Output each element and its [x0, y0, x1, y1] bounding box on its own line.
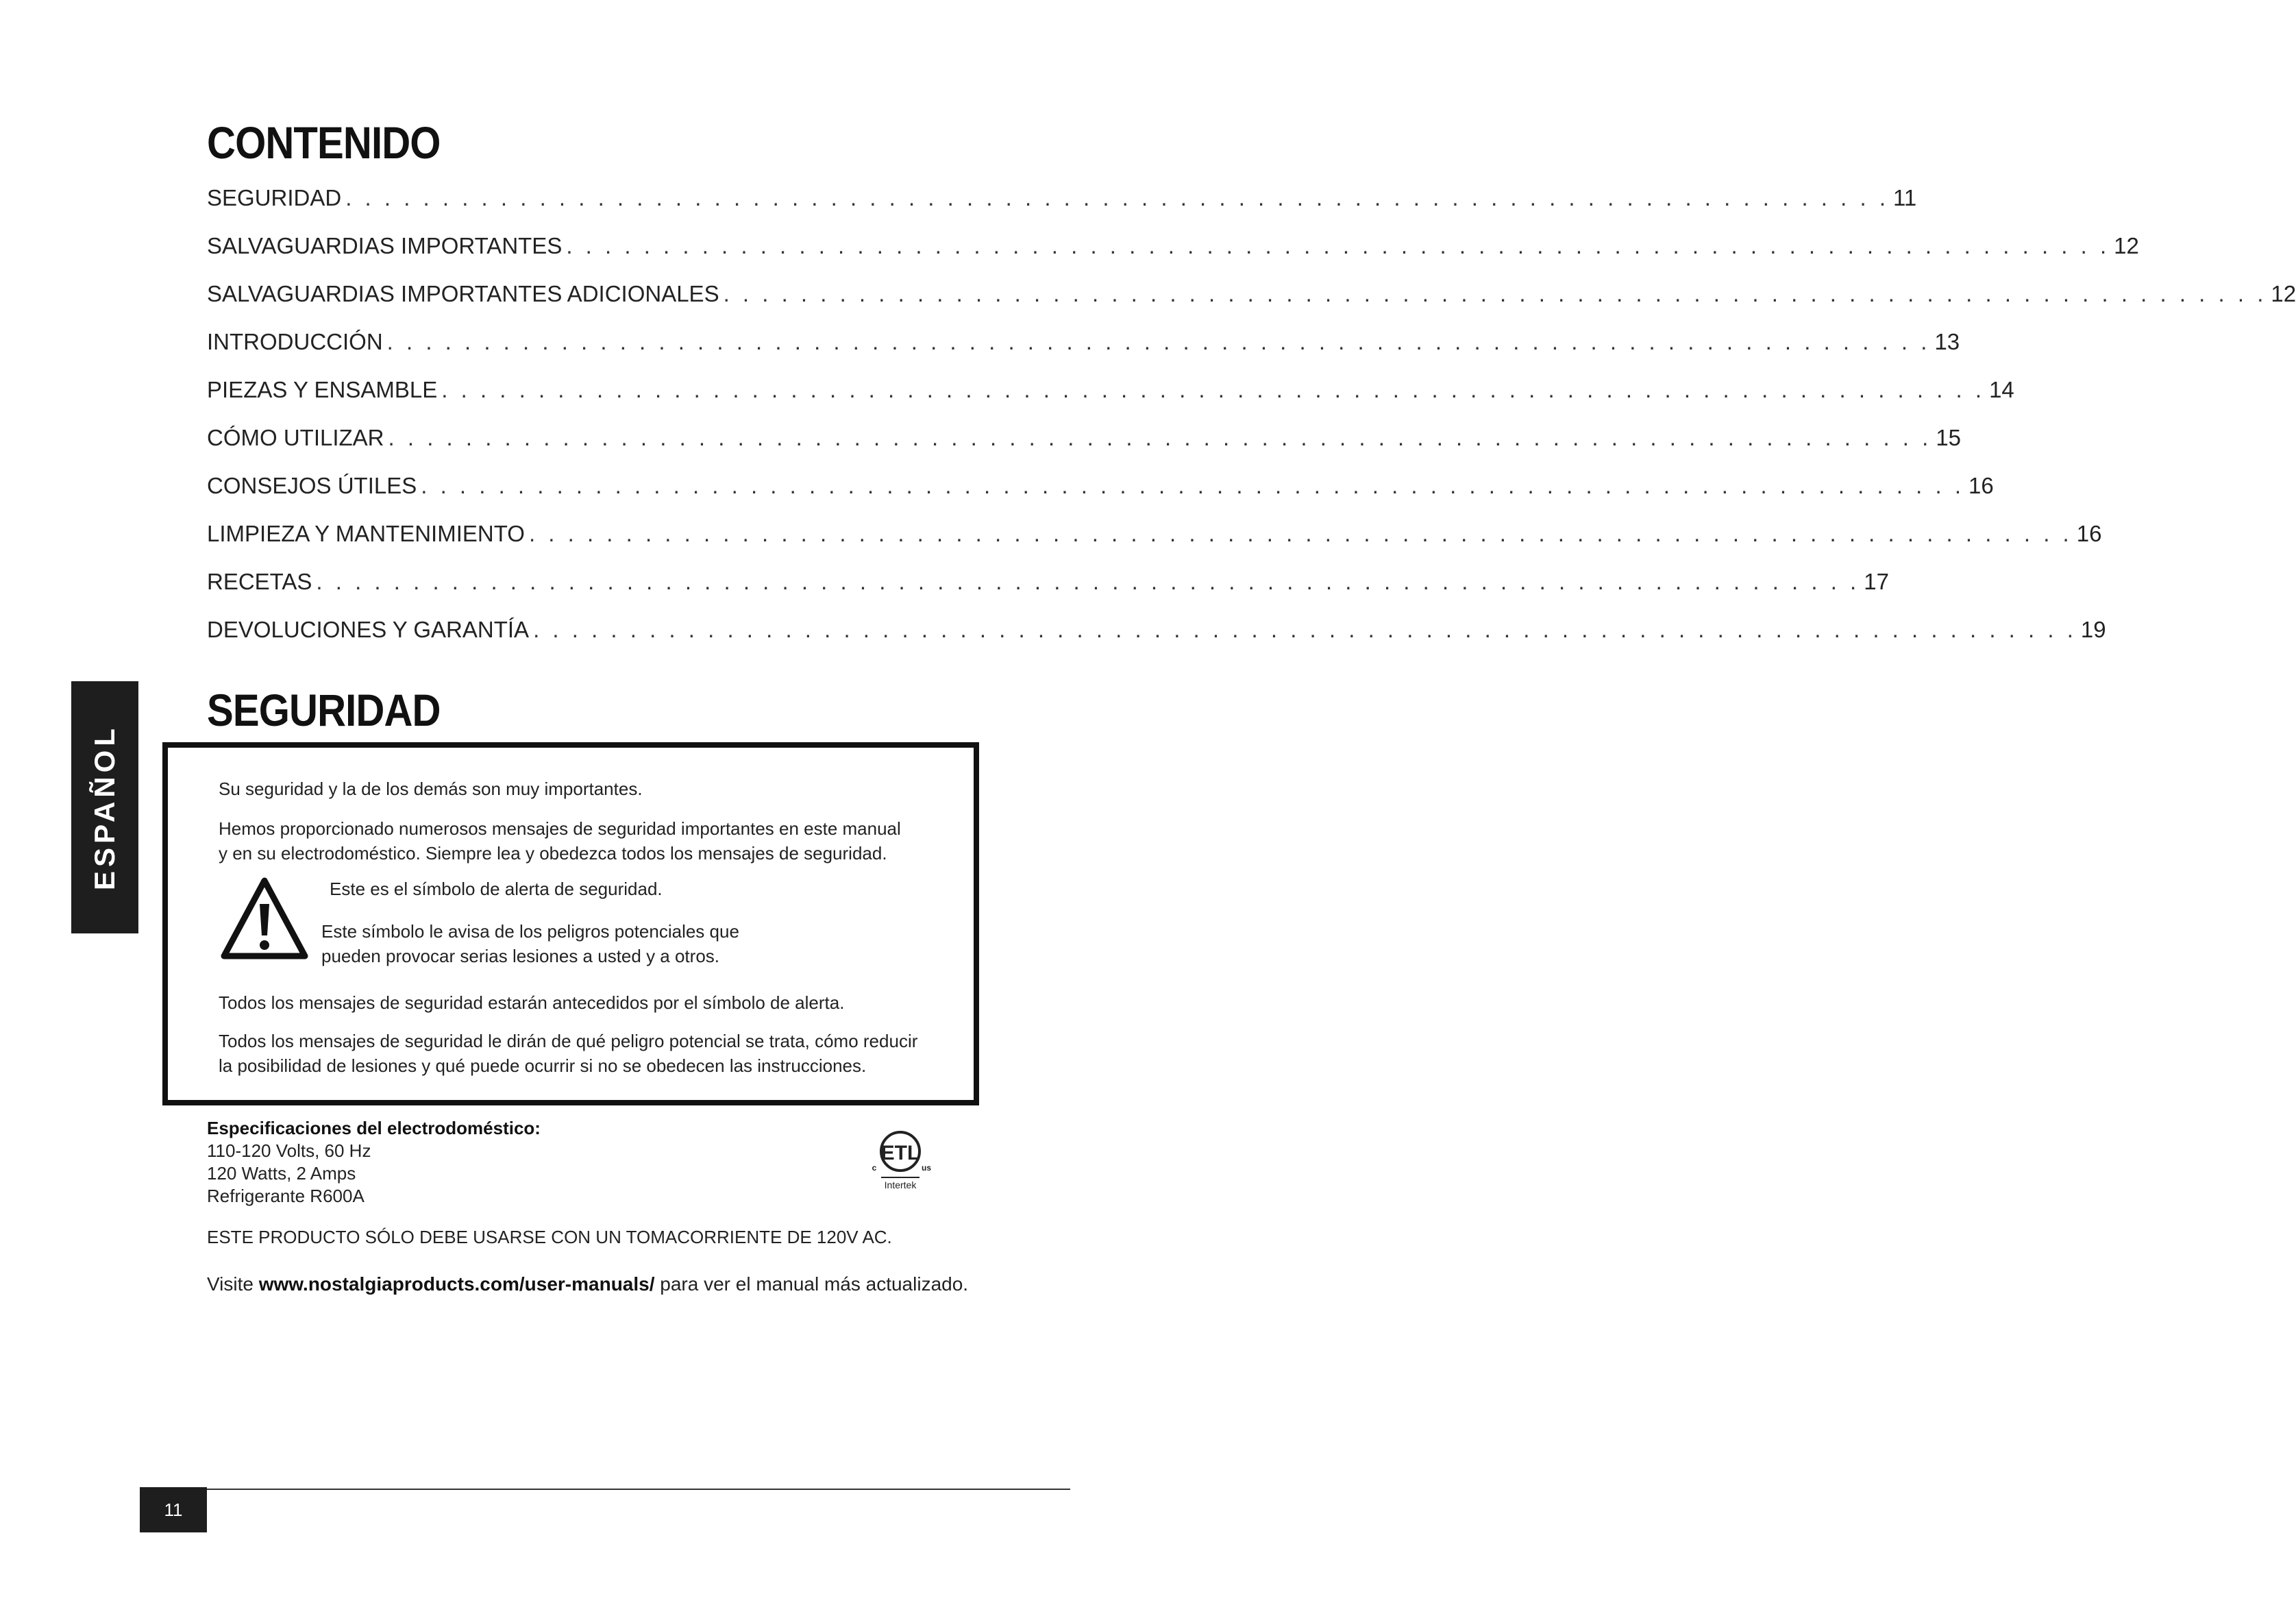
- toc-entry: [207, 521, 2102, 569]
- alert-precedence-text: Todos los mensajes de seguridad estarán antecedidos por el símbolo de alerta.: [219, 992, 845, 1013]
- safety-intro-text: Su seguridad y la de los demás son muy importantes.: [219, 779, 643, 799]
- toc-entry-label: PIEZAS Y ENSAMBLE: [207, 377, 438, 402]
- language-side-tab-label: ESPAÑOL: [88, 724, 121, 890]
- toc-entry-label: SALVAGUARDIAS IMPORTANTES ADICIONALES: [207, 281, 719, 306]
- etl-intertek-mark: Intertek: [884, 1179, 917, 1190]
- table-of-contents: [207, 185, 2296, 665]
- footer-divider: [140, 1489, 1070, 1490]
- toc-entry: [207, 617, 2106, 665]
- toc-entry: [207, 233, 2139, 281]
- toc-entry-page: 14: [1989, 377, 2014, 402]
- contents-title: CONTENIDO: [207, 117, 441, 168]
- toc-entry-page: 13: [1934, 329, 1960, 354]
- toc-entry-page: 12: [2114, 233, 2139, 258]
- toc-leader-dots: . . . . . . . . . . . . . . . . . . . . . . . . . . . . . . . . . . . . . . . . . . . . . . . . . . . . . . . . . . . . . . . . . . . . . . . . . . . . . . . .: [566, 233, 2110, 258]
- visit-prefix: Visite: [207, 1273, 259, 1295]
- voltage-notice: ESTE PRODUCTO SÓLO DEBE USARSE CON UN TOMACORRIENTE DE 120V AC.: [207, 1227, 892, 1247]
- toc-leader-dots: . . . . . . . . . . . . . . . . . . . . . . . . . . . . . . . . . . . . . . . . . . . . . . . . . . . . . . . . . . . . . . . . . . . . . . . . . . . . . . . .: [388, 425, 1932, 450]
- toc-entry: [207, 185, 1917, 233]
- toc-leader-dots: . . . . . . . . . . . . . . . . . . . . . . . . . . . . . . . . . . . . . . . . . . . . . . . . . . . . . . . . . . . . . . . . . . . . . . . . . . . . . . . .: [421, 473, 1965, 498]
- toc-entry-page: 16: [1968, 473, 1994, 498]
- toc-entry: [207, 281, 2296, 329]
- toc-leader-dots: . . . . . . . . . . . . . . . . . . . . . . . . . . . . . . . . . . . . . . . . . . . . . . . . . . . . . . . . . . . . . . . . . . . . . . . . . . . . . . . .: [316, 569, 1860, 594]
- toc-entry: [207, 425, 1962, 473]
- toc-leader-dots: . . . . . . . . . . . . . . . . . . . . . . . . . . . . . . . . . . . . . . . . . . . . . . . . . . . . . . . . . . . . . . . . . . . . . . . . . . . . . . . .: [441, 377, 1986, 402]
- toc-entry-label: LIMPIEZA Y MANTENIMIENTO: [207, 521, 525, 546]
- safety-messages-text: [219, 816, 959, 866]
- toc-entry-page: 17: [1864, 569, 1889, 594]
- safety-messages-line: y en su electrodoméstico. Siempre lea y obedezca todos los mensajes de seguridad.: [219, 843, 887, 864]
- hazard-explanation-line: la posibilidad de lesiones y qué puede ocurrir si no se obedecen las instrucciones.: [219, 1055, 867, 1076]
- safety-messages-line: Hemos proporcionado numerosos mensajes de seguridad importantes en este manual: [219, 818, 901, 839]
- toc-entry-label: CONSEJOS ÚTILES: [207, 473, 417, 498]
- manual-link-text: [207, 1273, 968, 1295]
- warning-triangle-icon: [220, 877, 309, 960]
- danger-description-text: [321, 919, 801, 968]
- language-side-tab: [71, 681, 138, 933]
- hazard-explanation-text: [219, 1029, 965, 1078]
- toc-entry-label: DEVOLUCIONES Y GARANTÍA: [207, 617, 530, 642]
- etl-mark: ETL: [880, 1142, 920, 1164]
- safety-notice-box: [162, 742, 979, 1105]
- toc-entry: [207, 377, 2014, 425]
- toc-entry-label: CÓMO UTILIZAR: [207, 425, 384, 450]
- etl-right-mark: us: [921, 1163, 932, 1173]
- toc-entry-label: SALVAGUARDIAS IMPORTANTES: [207, 233, 563, 258]
- etl-certification-logo: [869, 1124, 932, 1192]
- specification-line: 110-120 Volts, 60 Hz: [207, 1140, 371, 1161]
- specification-line: 120 Watts, 2 Amps: [207, 1163, 356, 1184]
- toc-entry-page: 11: [1893, 185, 1917, 210]
- toc-entry-page: 12: [2271, 281, 2296, 306]
- danger-description-line: Este símbolo le avisa de los peligros potenciales que: [321, 921, 739, 942]
- toc-entry-label: INTRODUCCIÓN: [207, 329, 383, 354]
- etl-left-mark: c: [872, 1163, 877, 1173]
- toc-leader-dots: . . . . . . . . . . . . . . . . . . . . . . . . . . . . . . . . . . . . . . . . . . . . . . . . . . . . . . . . . . . . . . . . . . . . . . . . . . . . . . . .: [386, 329, 1931, 354]
- toc-leader-dots: . . . . . . . . . . . . . . . . . . . . . . . . . . . . . . . . . . . . . . . . . . . . . . . . . . . . . . . . . . . . . . . . . . . . . . . . . . . . . . . .: [528, 521, 2073, 546]
- toc-entry-label: SEGURIDAD: [207, 185, 342, 210]
- specifications-title: Especificaciones del electrodoméstico:: [207, 1118, 541, 1138]
- danger-description-line: pueden provocar serias lesiones a usted y a otros.: [321, 946, 720, 966]
- page-number: 11: [140, 1487, 207, 1532]
- safety-title: SEGURIDAD: [207, 685, 441, 735]
- toc-leader-dots: . . . . . . . . . . . . . . . . . . . . . . . . . . . . . . . . . . . . . . . . . . . . . . . . . . . . . . . . . . . . . . . . . . . . . . . . . . . . . . . .: [345, 185, 1889, 210]
- toc-entry-page: 16: [2076, 521, 2102, 546]
- toc-entry: [207, 329, 1960, 377]
- toc-entry-label: RECETAS: [207, 569, 312, 594]
- toc-entry: [207, 569, 1889, 617]
- toc-entry-page: 19: [2080, 617, 2106, 642]
- toc-entry-page: 15: [1936, 425, 1962, 450]
- toc-leader-dots: . . . . . . . . . . . . . . . . . . . . . . . . . . . . . . . . . . . . . . . . . . . . . . . . . . . . . . . . . . . . . . . . . . . . . . . . . . . . . . . .: [533, 617, 2077, 642]
- toc-entry: [207, 473, 1994, 521]
- manual-url-link[interactable]: www.nostalgiaproducts.com/user-manuals/: [258, 1273, 655, 1295]
- visit-suffix: para ver el manual más actualizado.: [654, 1273, 969, 1295]
- alert-symbol-text: Este es el símbolo de alerta de seguridad.: [330, 879, 663, 899]
- specification-line: Refrigerante R600A: [207, 1186, 365, 1206]
- hazard-explanation-line: Todos los mensajes de seguridad le dirán de qué peligro potencial se trata, cómo reducir: [219, 1031, 918, 1051]
- appliance-specifications: [207, 1117, 541, 1208]
- toc-leader-dots: . . . . . . . . . . . . . . . . . . . . . . . . . . . . . . . . . . . . . . . . . . . . . . . . . . . . . . . . . . . . . . . . . . . . . . . . . . . . . . . .: [723, 281, 2267, 306]
